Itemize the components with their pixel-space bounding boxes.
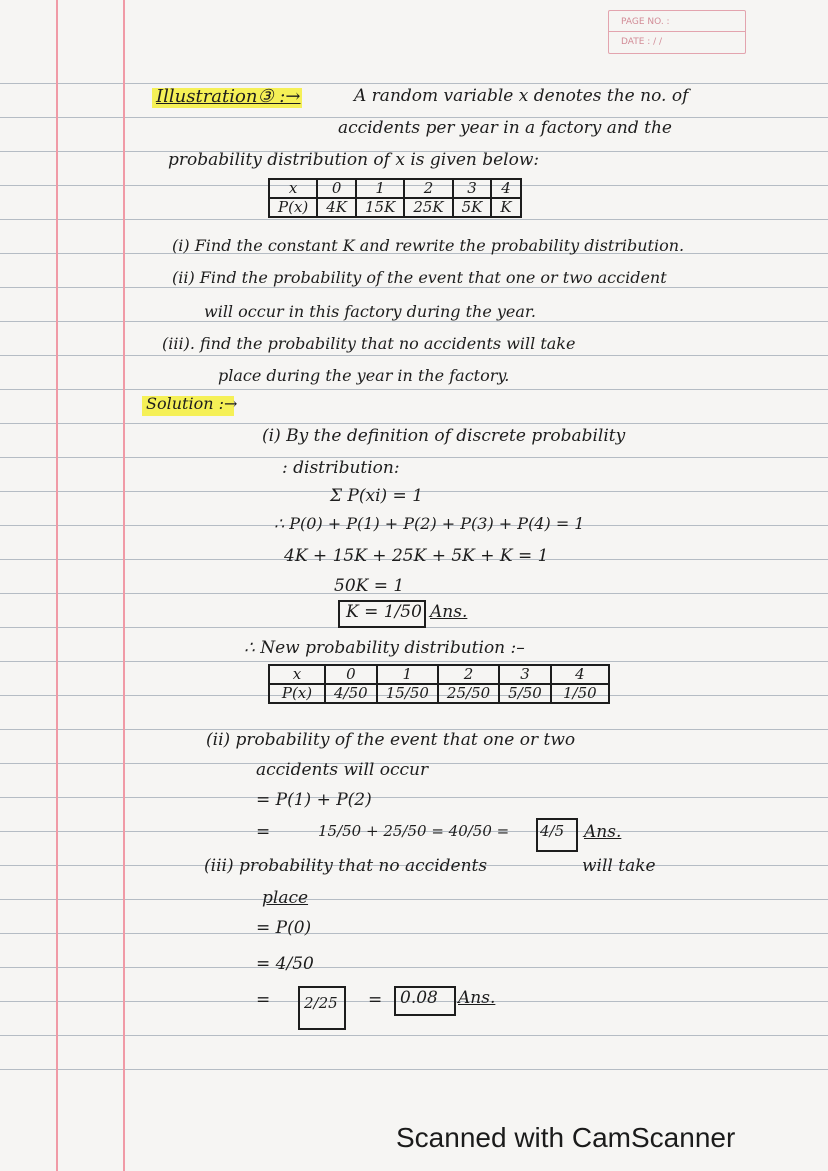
table-cell: 1	[356, 179, 404, 198]
question-line-1: A random variable x denotes the no. of	[354, 86, 689, 106]
question-line-3: probability distribution of x is given below:	[168, 150, 540, 170]
table-cell: 0	[325, 665, 377, 684]
page-date-stamp	[608, 10, 746, 54]
solution-label: Solution :→	[146, 394, 238, 413]
table-cell: x	[269, 665, 325, 684]
table-cell: 3	[499, 665, 551, 684]
new-distribution-heading: ∴ New probability distribution :–	[244, 638, 525, 658]
question-part-iii-line-2: place during the year in the factory.	[218, 366, 510, 385]
equation-50k: 50K = 1	[334, 576, 405, 596]
solution-iii-line-1: (iii) probability that no accidents	[204, 856, 488, 876]
solution-iii-eq-1: = P(0)	[256, 918, 312, 938]
table-cell: P(x)	[269, 198, 317, 217]
equation-sum: Σ P(xi) = 1	[330, 486, 424, 506]
table-cell: 4	[491, 179, 520, 198]
table-cell: 1/50	[551, 684, 609, 703]
table-cell: 2	[438, 665, 499, 684]
table-cell: 15K	[356, 198, 404, 217]
given-distribution-table	[268, 178, 522, 218]
table-cell: 4K	[317, 198, 356, 217]
table-cell: P(x)	[269, 684, 325, 703]
equation-expanded: ∴ P(0) + P(1) + P(2) + P(3) + P(4) = 1	[274, 514, 585, 533]
answer-mark-2: Ans.	[584, 822, 622, 842]
table-row-p	[269, 684, 609, 703]
table-cell: 15/50	[377, 684, 438, 703]
page-no-label: PAGE NO. :	[621, 17, 670, 27]
table-cell: 1	[377, 665, 438, 684]
solution-iii-eq-3-prefix: =	[256, 990, 271, 1010]
solution-ii-eq-2: 15/50 + 25/50 = 40/50 =	[318, 822, 510, 840]
new-distribution-table	[268, 664, 610, 704]
answer-mark-3: Ans.	[458, 988, 496, 1008]
solution-i-line-2: : distribution:	[282, 458, 400, 478]
equation-k-terms: 4K + 15K + 25K + 5K + K = 1	[284, 546, 549, 566]
table-row-x	[269, 179, 521, 198]
table-cell: 4/50	[325, 684, 377, 703]
solution-i-line-1: (i) By the definition of discrete probability	[262, 426, 626, 446]
table-cell: 5K	[453, 198, 492, 217]
solution-ii-line-2: accidents will occur	[256, 760, 429, 780]
ii-result: 4/5	[540, 822, 565, 840]
date-label: DATE : / /	[621, 37, 663, 47]
solution-ii-eq-1: = P(1) + P(2)	[256, 790, 372, 810]
table-cell: 4	[551, 665, 609, 684]
table-cell: 25/50	[438, 684, 499, 703]
k-result: K = 1/50	[346, 602, 422, 622]
solution-iii-eq-2: = 4/50	[256, 954, 314, 974]
question-part-i: (i) Find the constant K and rewrite the probability distribution.	[172, 236, 685, 255]
camscanner-watermark: Scanned with CamScanner	[396, 1122, 736, 1153]
table-cell: 0	[317, 179, 356, 198]
iii-fraction: 2/25	[304, 994, 338, 1012]
solution-iii-line-2: place	[262, 888, 309, 908]
solution-ii-line-1: (ii) probability of the event that one or two	[206, 730, 576, 750]
question-part-ii-line-1: (ii) Find the probability of the event that one or two accident	[172, 268, 667, 287]
solution-iii-line-1b: will take	[582, 856, 656, 876]
table-cell: 25K	[404, 198, 452, 217]
iii-result: 0.08	[400, 988, 438, 1008]
question-part-iii-line-1: (iii). find the probability that no accidents will take	[162, 334, 576, 353]
table-cell: 3	[453, 179, 492, 198]
question-part-ii-line-2: will occur in this factory during the year.	[204, 302, 536, 321]
table-row-p	[269, 198, 521, 217]
table-cell: x	[269, 179, 317, 198]
table-cell: K	[491, 198, 520, 217]
illustration-heading: Illustration③ :→	[156, 86, 301, 107]
table-cell: 2	[404, 179, 452, 198]
table-row-x	[269, 665, 609, 684]
question-line-2: accidents per year in a factory and the	[338, 118, 672, 138]
table-cell: 5/50	[499, 684, 551, 703]
answer-mark-1: Ans.	[430, 602, 468, 622]
solution-iii-eq-3-equals: =	[368, 990, 383, 1010]
solution-ii-eq-2-prefix: =	[256, 822, 271, 842]
